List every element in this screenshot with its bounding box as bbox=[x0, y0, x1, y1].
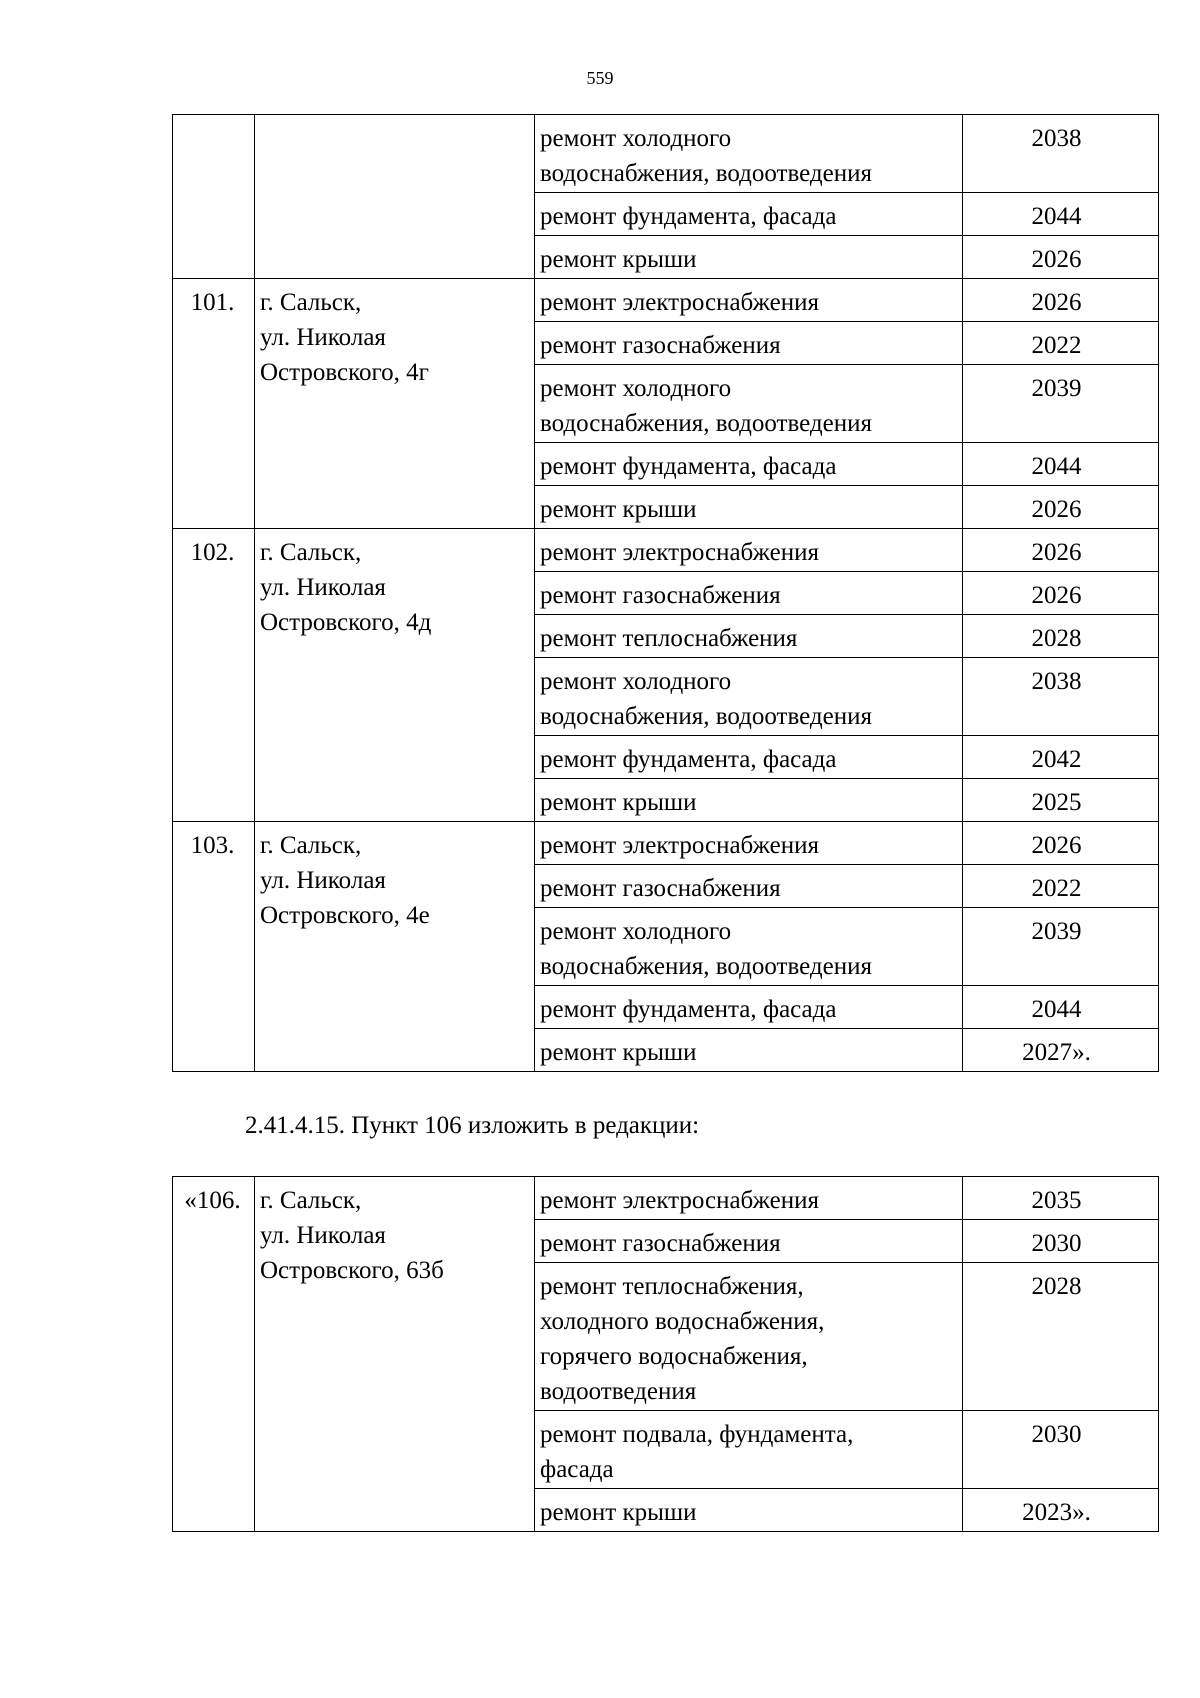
repair-schedule-table bbox=[172, 114, 1159, 1072]
table-row bbox=[173, 279, 1159, 322]
work-type-line: ремонт фундамента, фасада bbox=[540, 996, 837, 1023]
work-type-cell bbox=[535, 908, 963, 986]
work-type-line: водоснабжения, водоотведения bbox=[540, 160, 872, 187]
address-line: г. Сальск, bbox=[260, 832, 362, 859]
work-type-line: ремонт крыши bbox=[540, 789, 697, 816]
year-cell: 2028 bbox=[963, 1263, 1159, 1411]
item-number-cell bbox=[173, 115, 255, 279]
year-cell: 2026 bbox=[963, 822, 1159, 865]
table-row bbox=[173, 115, 1159, 193]
year-cell: 2035 bbox=[963, 1177, 1159, 1220]
item-number-cell: 103. bbox=[173, 822, 255, 1072]
work-type-cell bbox=[535, 322, 963, 365]
address-line: ул. Николая bbox=[260, 574, 386, 601]
year-cell: 2038 bbox=[963, 658, 1159, 736]
work-type-cell bbox=[535, 115, 963, 193]
work-type-cell bbox=[535, 1220, 963, 1263]
work-type-line: ремонт теплоснабжения, bbox=[540, 1273, 804, 1300]
item-number-cell: «106. bbox=[173, 1177, 255, 1532]
work-type-line: водоснабжения, водоотведения bbox=[540, 410, 872, 437]
page-number: 559 bbox=[586, 68, 614, 88]
address-line: ул. Николая bbox=[260, 324, 386, 351]
work-type-line: ремонт электроснабжения bbox=[540, 289, 819, 316]
work-type-line: ремонт электроснабжения bbox=[540, 832, 819, 859]
address-cell bbox=[255, 115, 535, 279]
address-cell bbox=[255, 822, 535, 1072]
item-number-cell: 102. bbox=[173, 529, 255, 822]
work-type-line: горячего водоснабжения, bbox=[540, 1343, 808, 1370]
year-cell: 2023». bbox=[963, 1489, 1159, 1532]
amendment-paragraph: 2.41.4.15. Пункт 106 изложить в редакции: bbox=[245, 1112, 700, 1139]
table-row bbox=[173, 1177, 1159, 1220]
year-cell: 2022 bbox=[963, 865, 1159, 908]
work-type-cell bbox=[535, 486, 963, 529]
work-type-line: ремонт электроснабжения bbox=[540, 539, 819, 566]
work-type-line: ремонт крыши bbox=[540, 496, 697, 523]
year-cell: 2022 bbox=[963, 322, 1159, 365]
address-line: Островского, 4г bbox=[260, 359, 429, 386]
work-type-line: ремонт подвала, фундамента, bbox=[540, 1421, 854, 1448]
work-type-line: водоснабжения, водоотведения bbox=[540, 703, 872, 730]
work-type-cell bbox=[535, 1411, 963, 1489]
address-line: г. Сальск, bbox=[260, 289, 362, 316]
work-type-cell bbox=[535, 365, 963, 443]
work-type-line: холодного водоснабжения, bbox=[540, 1308, 825, 1335]
work-type-cell bbox=[535, 193, 963, 236]
work-type-line: ремонт газоснабжения bbox=[540, 875, 781, 902]
address-cell bbox=[255, 279, 535, 529]
work-type-line: ремонт крыши bbox=[540, 246, 697, 273]
year-cell: 2042 bbox=[963, 736, 1159, 779]
work-type-line: ремонт крыши bbox=[540, 1499, 697, 1526]
work-type-cell bbox=[535, 279, 963, 322]
work-type-cell bbox=[535, 1029, 963, 1072]
work-type-line: водоотведения bbox=[540, 1378, 697, 1405]
year-cell: 2039 bbox=[963, 365, 1159, 443]
work-type-cell bbox=[535, 736, 963, 779]
work-type-line: ремонт холодного bbox=[540, 918, 732, 945]
work-type-line: ремонт холодного bbox=[540, 375, 732, 402]
year-cell: 2030 bbox=[963, 1220, 1159, 1263]
address-cell bbox=[255, 529, 535, 822]
table-row bbox=[173, 529, 1159, 572]
year-cell: 2039 bbox=[963, 908, 1159, 986]
address-line: ул. Николая bbox=[260, 867, 386, 894]
address-cell bbox=[255, 1177, 535, 1532]
year-cell: 2044 bbox=[963, 986, 1159, 1029]
year-cell: 2026 bbox=[963, 279, 1159, 322]
work-type-cell bbox=[535, 779, 963, 822]
work-type-cell bbox=[535, 1177, 963, 1220]
work-type-cell bbox=[535, 236, 963, 279]
work-type-line: ремонт газоснабжения bbox=[540, 582, 781, 609]
year-cell: 2026 bbox=[963, 529, 1159, 572]
address-line: Островского, 4е bbox=[260, 902, 430, 929]
year-cell: 2026 bbox=[963, 236, 1159, 279]
work-type-line: ремонт газоснабжения bbox=[540, 1230, 781, 1257]
work-type-cell bbox=[535, 1489, 963, 1532]
work-type-cell bbox=[535, 822, 963, 865]
address-line: г. Сальск, bbox=[260, 1187, 362, 1214]
work-type-cell bbox=[535, 986, 963, 1029]
work-type-line: ремонт крыши bbox=[540, 1039, 697, 1066]
address-line: ул. Николая bbox=[260, 1222, 386, 1249]
year-cell: 2030 bbox=[963, 1411, 1159, 1489]
work-type-line: ремонт газоснабжения bbox=[540, 332, 781, 359]
work-type-cell bbox=[535, 615, 963, 658]
work-type-line: ремонт холодного bbox=[540, 668, 732, 695]
year-cell: 2028 bbox=[963, 615, 1159, 658]
work-type-line: ремонт фундамента, фасада bbox=[540, 453, 837, 480]
year-cell: 2044 bbox=[963, 443, 1159, 486]
year-cell: 2026 bbox=[963, 486, 1159, 529]
work-type-cell bbox=[535, 443, 963, 486]
work-type-line: ремонт холодного bbox=[540, 125, 732, 152]
year-cell: 2038 bbox=[963, 115, 1159, 193]
work-type-line: ремонт теплоснабжения bbox=[540, 625, 798, 652]
address-line: Островского, 63б bbox=[260, 1257, 444, 1284]
amended-item-table bbox=[172, 1176, 1159, 1532]
year-cell: 2027». bbox=[963, 1029, 1159, 1072]
item-number-cell: 101. bbox=[173, 279, 255, 529]
work-type-cell bbox=[535, 572, 963, 615]
work-type-line: водоснабжения, водоотведения bbox=[540, 953, 872, 980]
table-row bbox=[173, 822, 1159, 865]
address-line: Островского, 4д bbox=[260, 609, 432, 636]
work-type-line: ремонт электроснабжения bbox=[540, 1187, 819, 1214]
work-type-cell bbox=[535, 529, 963, 572]
year-cell: 2025 bbox=[963, 779, 1159, 822]
address-line: г. Сальск, bbox=[260, 539, 362, 566]
work-type-cell bbox=[535, 658, 963, 736]
work-type-cell bbox=[535, 1263, 963, 1411]
work-type-line: ремонт фундамента, фасада bbox=[540, 746, 837, 773]
work-type-line: ремонт фундамента, фасада bbox=[540, 203, 837, 230]
year-cell: 2026 bbox=[963, 572, 1159, 615]
work-type-cell bbox=[535, 865, 963, 908]
year-cell: 2044 bbox=[963, 193, 1159, 236]
work-type-line: фасада bbox=[540, 1456, 614, 1483]
